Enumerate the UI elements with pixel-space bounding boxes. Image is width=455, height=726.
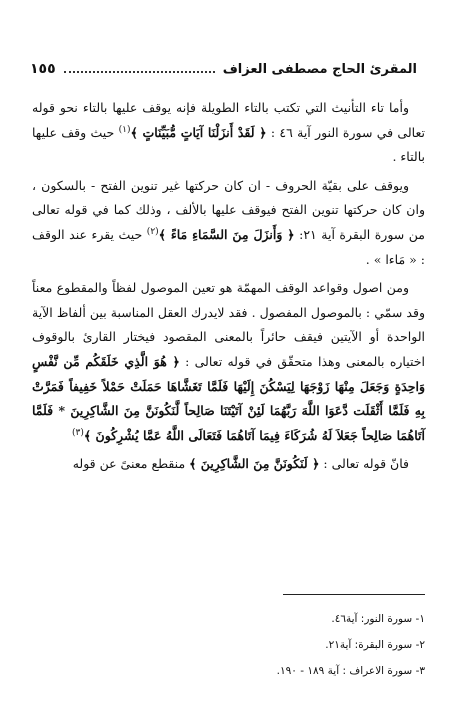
footnote-1: ١- سورة النور: آية٤٦. <box>331 613 425 625</box>
paragraph-1-text: وأما تاء التأنيث التي تكتب بالتاء الطويلة فإنه يوقف عليها بالتاء <box>82 100 409 115</box>
quran-verse-2: ﴿ وَأَنزَلَ مِنَ السَّمَاءِ مَاءً ﴾ <box>158 226 295 242</box>
footnotes <box>150 606 425 684</box>
paragraph-4-text: ومن اصول وقواعد الوقف المهمّة هو تعين الموصول لفظاً والمقطوع معناً وقد سمّي : بالموصول المفصول . فقد لايدرك العقل المناسبة بين ألفاظ الآية الواحدة أو الآيتين فيقف حائراً بالمعنى المقصود فيختار القارئ بالوقوف اختياره بالمعنى وهذا متحقّق في قوله تعالى : <box>32 280 425 369</box>
paragraph-2-end: حيث وقف عليها بالتاء . <box>32 124 425 165</box>
quran-verse-3: ﴿ هُوَ الَّذِي خَلَقَكُم مِّن نَّفْسٍ وَاحِدَةٍ وَجَعَلَ مِنْهَا زَوْجَهَا لِيَسْكُنَ إِلَيْهَا فَلَمَّا تَغَشَّاهَا حَمَلَتْ حَمْلاً خَفِيفاً فَمَرَّتْ بِهِ فَلَمَّا أَثْقَلَت دَّعَوَا اللَّهَ رَبَّهُمَا لَئِنْ آتَيْتَنَا صَالِحاً لَّنَكُونَنَّ مِنَ الشَّاكِرِينَ * فَلَمَّا آتَاهُمَا صَالِحاً جَعَلاَ لَهُ شُرَكَاءَ فِيمَا آتَاهُمَا فَتَعَالَى اللَّهُ عَمَّا يُشْرِكُونَ ﴾ <box>32 353 425 443</box>
paragraph-3 <box>32 174 425 272</box>
quran-verse-1: ﴿ لَقَدْ أَنزَلْنَا آيَاتٍ مُّبَيِّنَاتٍ ﴾ <box>130 124 267 140</box>
paragraph-5-end: منقطع معنىً عن قوله <box>72 456 186 472</box>
header-title: المقرئ الحاج مصطفى العزاف <box>222 61 417 77</box>
footnote-2: ٢- سورة البقرة: آية٢١. <box>325 639 425 651</box>
header-dot-leader <box>64 71 215 73</box>
page-number: ١٥٥ <box>30 61 56 77</box>
paragraph-5 <box>32 452 425 477</box>
footnote-separator <box>283 594 425 595</box>
paragraph-5-intro: فانّ قوله تعالى : <box>323 456 409 472</box>
running-header <box>30 58 417 80</box>
paragraph-1 <box>32 96 425 170</box>
footnote-ref-2: (٢) <box>146 226 159 237</box>
paragraph-3-text: ويوقف على بقيّة الحروف - ان كان حركتها غير تنوين الفتح - بالسكون ، وان كان حركتها تنوين الفتح فيوقف عليها بالألف ، وذلك كما في قوله تعالى من سورة البقرة آية ٢١: <box>32 177 425 242</box>
main-text <box>32 96 425 477</box>
footnote-ref-3: (٣) <box>71 427 84 438</box>
quran-verse-4: ﴿ لَنَكُونَنَّ مِنَ الشَّاكِرِينَ ﴾ <box>189 456 320 472</box>
footnote-3: ٣- سورة الاعراف : آية ١٨٩ - ١٩٠. <box>276 665 425 677</box>
paragraph-3-end: حيث يقرء عند الوقف : « مَاءا » . <box>32 226 425 267</box>
footnote-ref-1: (١) <box>118 124 131 135</box>
paragraph-4 <box>32 276 425 448</box>
paragraph-2-intro: نحو قوله تعالى في سورة النور آية ٤٦ : <box>32 100 425 140</box>
